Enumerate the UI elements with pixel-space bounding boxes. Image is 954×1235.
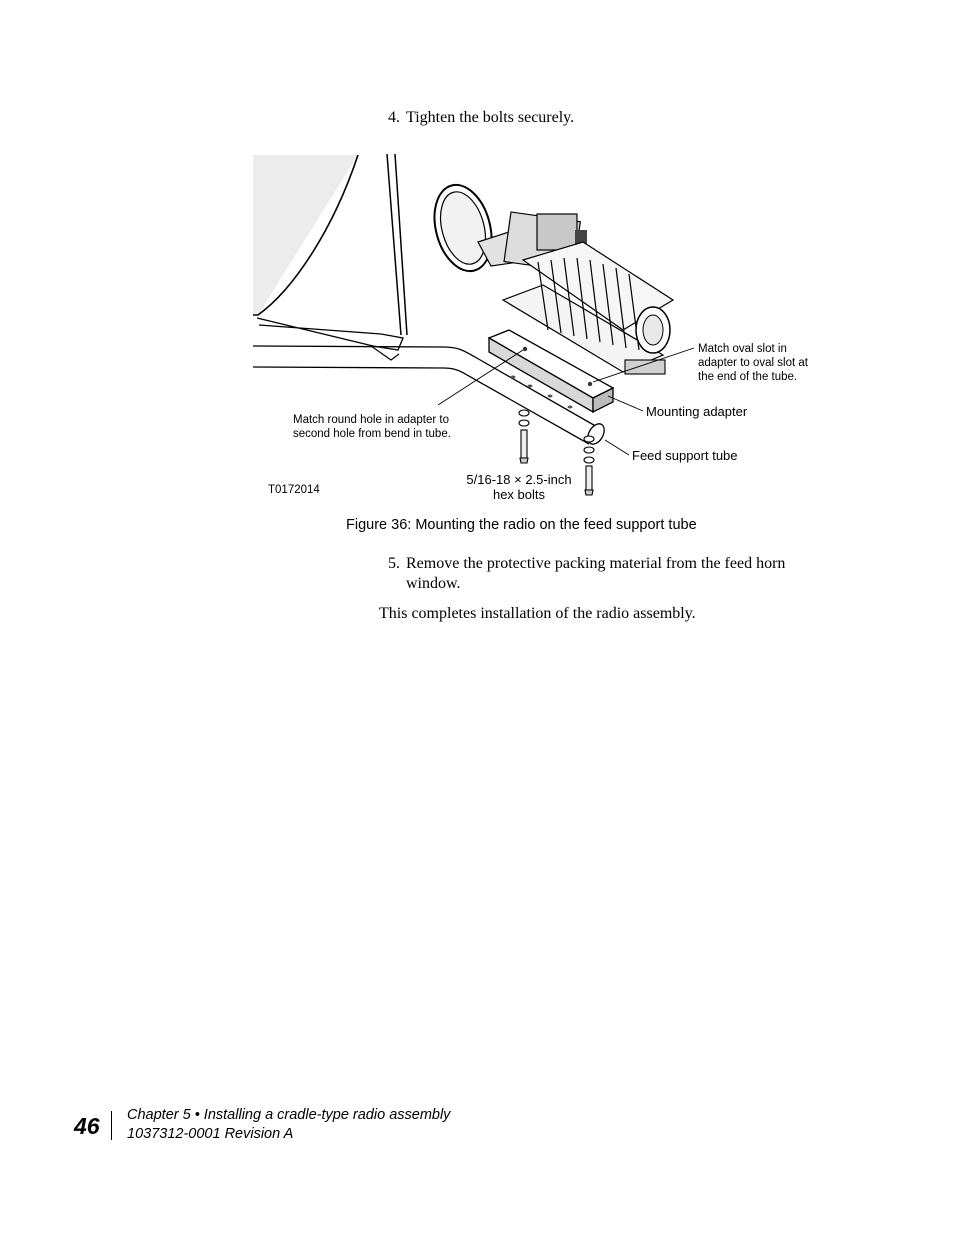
callout-round-hole: Match round hole in adapter to second hole from bend in tube. xyxy=(293,414,451,440)
page-number: 46 xyxy=(74,1113,100,1139)
step-number: 4. xyxy=(388,109,400,126)
figure-image-id: T0172014 xyxy=(268,484,320,496)
figure-caption: Figure 36: Mounting the radio on the feed support tube xyxy=(346,517,697,533)
step-4 xyxy=(388,108,574,128)
footer-chapter: Chapter 5 • Installing a cradle-type radio assembly xyxy=(127,1107,451,1123)
step-5 xyxy=(388,554,828,592)
step-text: Tighten the bolts securely. xyxy=(406,109,575,126)
footer-divider xyxy=(111,1111,112,1140)
footer-document-id: 1037312-0001 Revision A xyxy=(127,1126,294,1142)
callout-feed-support-tube: Feed support tube xyxy=(632,448,738,463)
callout-mounting-adapter: Mounting adapter xyxy=(646,404,748,419)
figure-radio-mounting xyxy=(253,150,833,510)
radio-mounting-illustration xyxy=(253,150,833,510)
step-number: 5. xyxy=(388,555,400,572)
callout-oval-slot: Match oval slot in adapter to oval slot at the end of the tube. xyxy=(698,343,808,383)
step-text: Remove the protective packing material from the feed horn window. xyxy=(406,555,786,592)
closing-paragraph: This completes installation of the radio assembly. xyxy=(379,605,696,622)
callout-hex-bolts: 5/16-18 × 2.5-inch hex bolts xyxy=(466,472,572,502)
